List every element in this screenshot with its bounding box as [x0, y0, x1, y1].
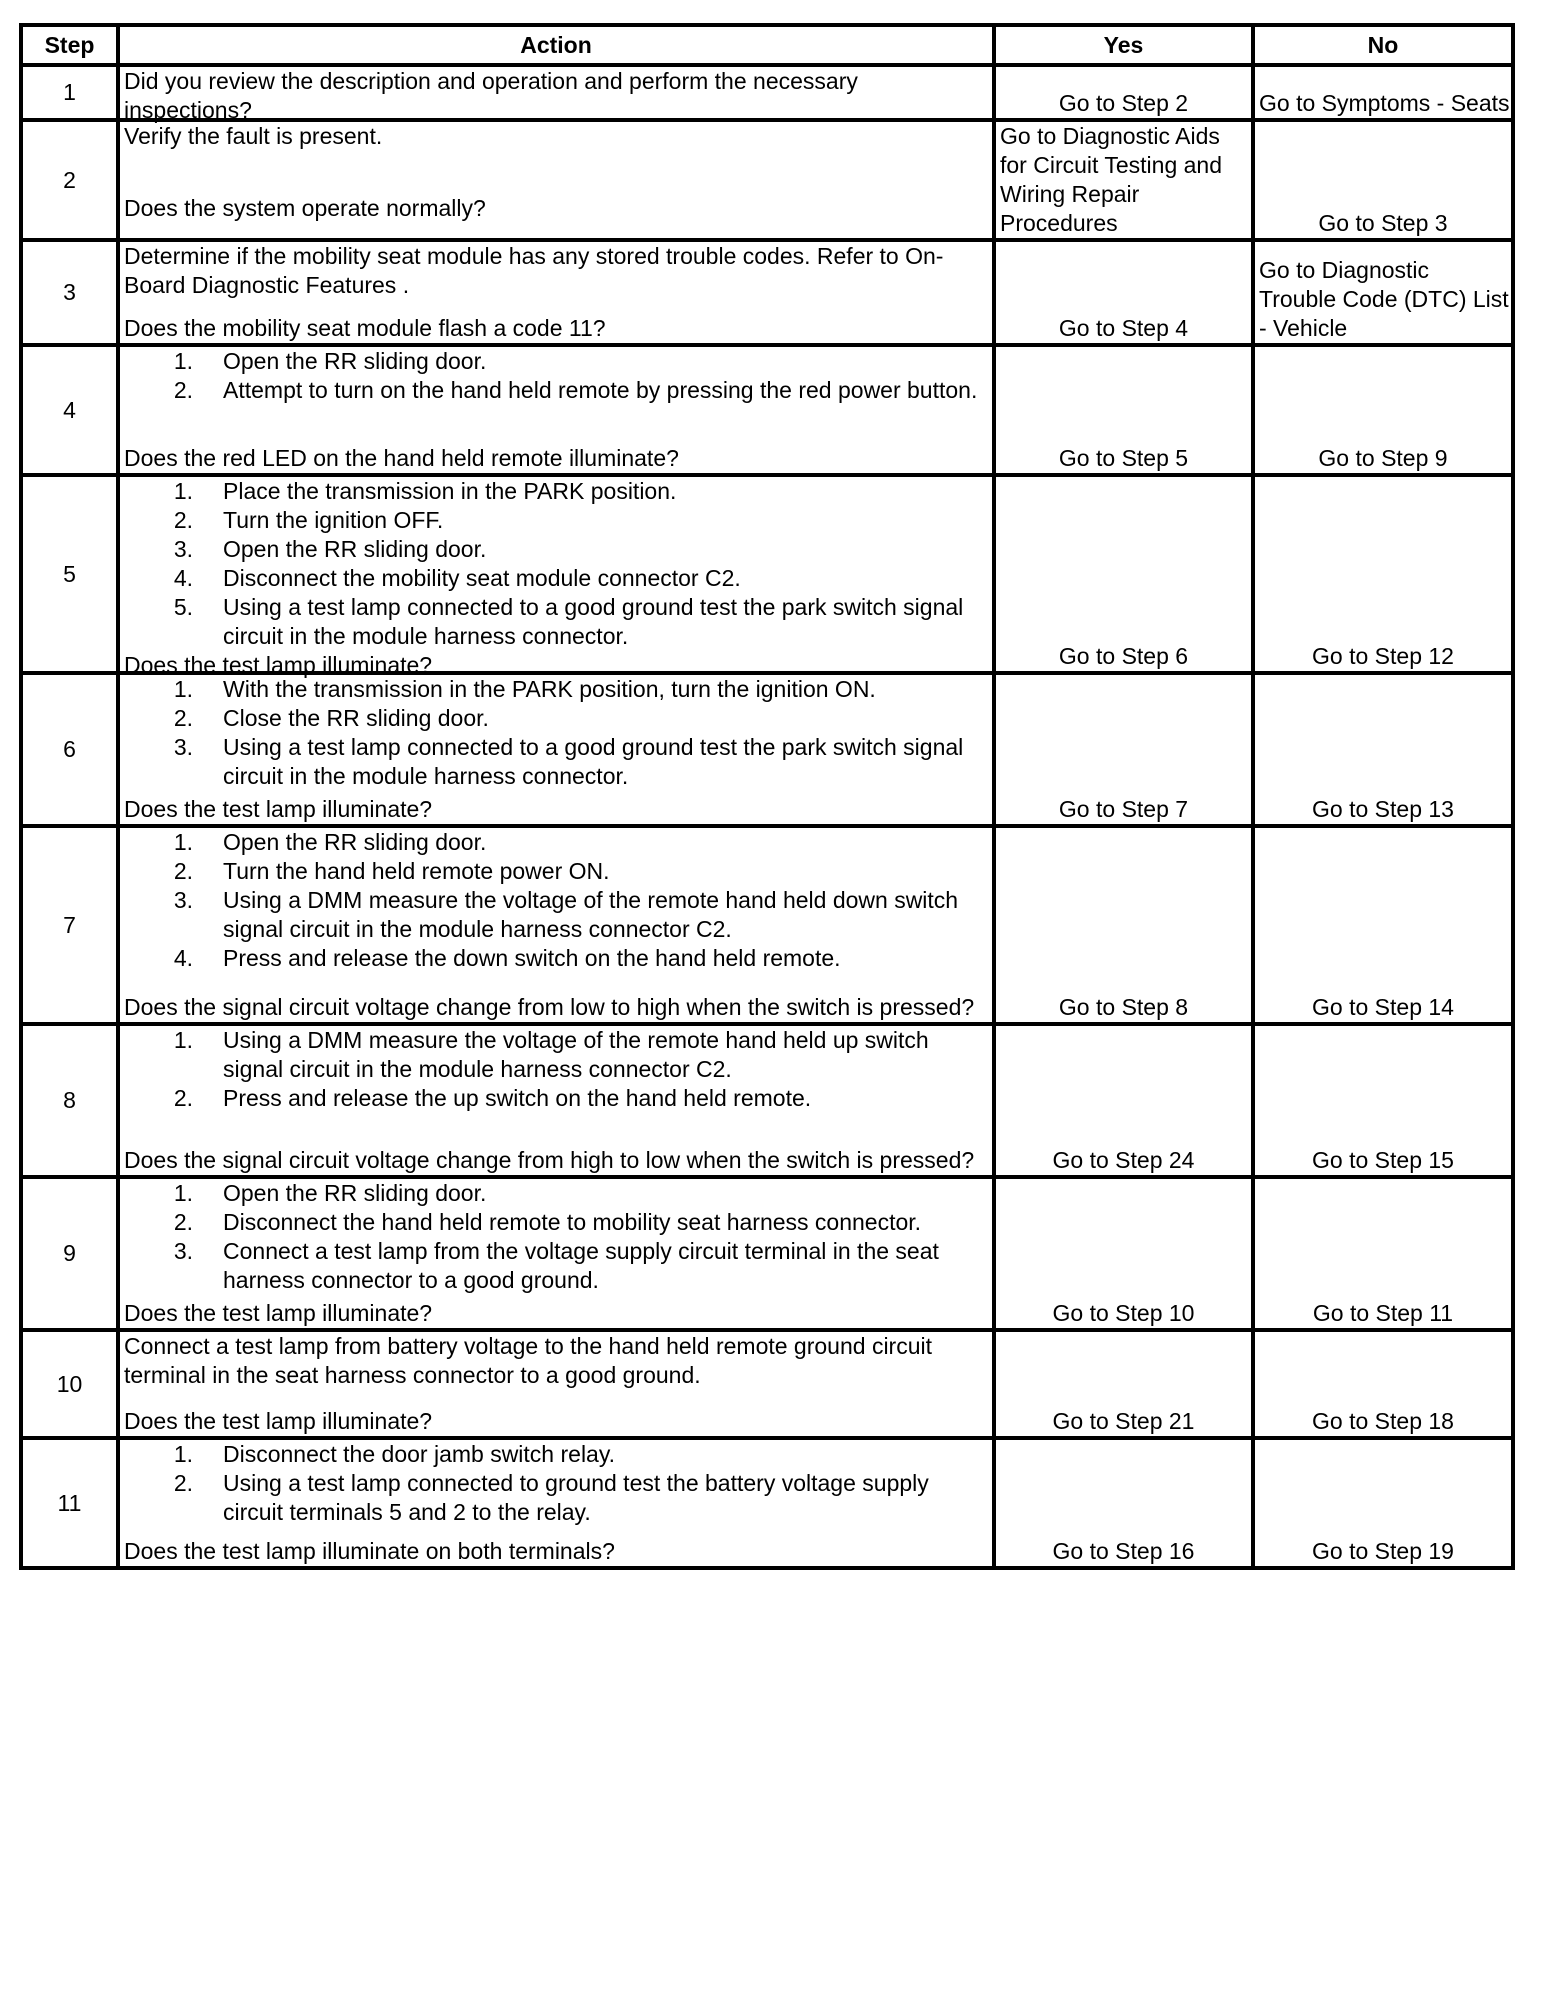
action-cell [118, 1177, 994, 1330]
diagnostic-table [19, 23, 1515, 1570]
action-question: Does the test lamp illuminate? [124, 1408, 433, 1434]
header-no: No [1253, 25, 1513, 65]
list-item-number: 4. [173, 565, 193, 591]
step-number: 10 [21, 1330, 118, 1438]
list-item-number: 1. [173, 1180, 193, 1206]
step-number: 11 [21, 1438, 118, 1568]
table-row [21, 65, 1513, 120]
action-question: Does the test lamp illuminate on both terminals? [124, 1538, 615, 1564]
list-item-text: Press and release the up switch on the hand held remote. [223, 1085, 812, 1111]
action-question: Does the test lamp illuminate? [124, 1300, 433, 1326]
table-row [21, 475, 1513, 673]
yes-result: Go to Step 16 [994, 1438, 1253, 1568]
action-cell [118, 345, 994, 475]
step-number: 2 [21, 120, 118, 240]
list-item-number: 3. [173, 734, 193, 760]
step-number: 4 [21, 345, 118, 475]
table-row [21, 240, 1513, 345]
table-row [21, 1024, 1513, 1177]
list-item-number: 2. [173, 1470, 193, 1496]
list-item-number: 3. [173, 1238, 193, 1264]
list-item-number: 5. [173, 594, 193, 620]
list-item-number: 2. [173, 377, 193, 403]
list-item [124, 828, 992, 857]
list-item-text: Turn the ignition OFF. [223, 507, 444, 533]
list-item-text: Open the RR sliding door. [223, 348, 487, 374]
yes-result: Go to Step 8 [994, 826, 1253, 1024]
list-item-text: Turn the hand held remote power ON. [223, 858, 610, 884]
yes-result: Go to Step 2 [994, 65, 1253, 120]
list-item-number: 1. [173, 1027, 193, 1053]
list-item [124, 944, 992, 973]
no-result: Go to Step 9 [1253, 345, 1513, 475]
list-item [124, 857, 992, 886]
action-cell [118, 65, 994, 123]
action-question: Does the red LED on the hand held remote illuminate? [124, 445, 679, 471]
action-cell [118, 475, 994, 678]
action-cell [118, 120, 994, 240]
list-item-text: Open the RR sliding door. [223, 536, 487, 562]
list-item-number: 3. [173, 887, 193, 913]
step-number: 5 [21, 475, 118, 673]
table-row [21, 673, 1513, 826]
header-row [21, 25, 1513, 65]
list-item [124, 593, 992, 651]
list-item [124, 535, 992, 564]
yes-result: Go to Step 24 [994, 1024, 1253, 1177]
table-row [21, 1438, 1513, 1568]
action-text: Did you review the description and operation and perform the necessary inspections? [124, 68, 858, 123]
list-item [124, 376, 992, 405]
step-number: 3 [21, 240, 118, 345]
table-row [21, 826, 1513, 1024]
list-item-text: Disconnect the door jamb switch relay. [223, 1441, 616, 1467]
step-number: 1 [21, 65, 118, 120]
list-item-text: Using a DMM measure the voltage of the remote hand held up switch signal circuit in the module harness connector C2. [223, 1027, 929, 1082]
list-item-number: 2. [173, 705, 193, 731]
action-text: Determine if the mobility seat module has any stored trouble codes. Refer to On-Board Diagnostic Features . [124, 243, 944, 298]
list-item-text: Open the RR sliding door. [223, 829, 487, 855]
procedure-list [124, 477, 992, 651]
list-item [124, 506, 992, 535]
list-item [124, 675, 992, 704]
list-item [124, 704, 992, 733]
action-cell [118, 1438, 994, 1568]
list-item-number: 3. [173, 536, 193, 562]
list-item-number: 1. [173, 478, 193, 504]
table-row [21, 1330, 1513, 1438]
action-text: Connect a test lamp from battery voltage to the hand held remote ground circuit terminal in the seat harness connector to a good ground. [124, 1333, 932, 1388]
no-result: Go to Step 3 [1253, 120, 1513, 240]
list-item [124, 1208, 992, 1237]
list-item [124, 1469, 992, 1527]
no-result: Go to Diagnostic Trouble Code (DTC) List - Vehicle [1253, 240, 1513, 345]
list-item-text: Disconnect the mobility seat module connector C2. [223, 565, 741, 591]
action-question: Does the test lamp illuminate? [124, 796, 433, 822]
step-number: 7 [21, 826, 118, 1024]
no-result: Go to Step 11 [1253, 1177, 1513, 1330]
yes-result: Go to Step 10 [994, 1177, 1253, 1330]
yes-result: Go to Diagnostic Aids for Circuit Testing and Wiring Repair Procedures [994, 120, 1253, 240]
list-item-number: 1. [173, 676, 193, 702]
list-item-text: Using a test lamp connected to a good ground test the park switch signal circuit in the module harness connector. [223, 734, 964, 789]
list-item [124, 1440, 992, 1469]
no-result: Go to Step 13 [1253, 673, 1513, 826]
list-item-text: Press and release the down switch on the hand held remote. [223, 945, 841, 971]
list-item-text: Attempt to turn on the hand held remote by pressing the red power button. [223, 377, 978, 403]
action-question: Does the mobility seat module flash a code 11? [124, 315, 606, 341]
action-text: Verify the fault is present. [124, 123, 383, 149]
no-result: Go to Step 19 [1253, 1438, 1513, 1568]
list-item-number: 2. [173, 858, 193, 884]
list-item-text: Connect a test lamp from the voltage supply circuit terminal in the seat harness connector to a good ground. [223, 1238, 939, 1293]
procedure-list [124, 1179, 992, 1295]
action-cell [118, 240, 994, 345]
list-item-number: 2. [173, 507, 193, 533]
action-cell [118, 826, 994, 1024]
list-item-number: 1. [173, 348, 193, 374]
list-item [124, 1179, 992, 1208]
header-action: Action [118, 25, 994, 65]
procedure-list [124, 675, 992, 791]
action-cell [118, 673, 994, 826]
list-item [124, 347, 992, 376]
list-item [124, 1026, 992, 1084]
action-question: Does the test lamp illuminate? [124, 652, 433, 678]
yes-result: Go to Step 21 [994, 1330, 1253, 1438]
list-item-text: With the transmission in the PARK position, turn the ignition ON. [223, 676, 876, 702]
action-question: Does the signal circuit voltage change from high to low when the switch is pressed? [124, 1147, 975, 1173]
list-item-text: Close the RR sliding door. [223, 705, 489, 731]
list-item-text: Using a test lamp connected to a good ground test the park switch signal circuit in the module harness connector. [223, 594, 964, 649]
list-item [124, 1084, 992, 1113]
list-item-number: 2. [173, 1085, 193, 1111]
action-cell [118, 1330, 994, 1438]
table-row [21, 1177, 1513, 1330]
step-number: 8 [21, 1024, 118, 1177]
no-result: Go to Symptoms - Seats [1253, 65, 1513, 120]
step-number: 6 [21, 673, 118, 826]
yes-result: Go to Step 6 [994, 475, 1253, 673]
list-item [124, 564, 992, 593]
list-item-text: Disconnect the hand held remote to mobility seat harness connector. [223, 1209, 922, 1235]
list-item [124, 477, 992, 506]
action-question: Does the system operate normally? [124, 195, 486, 221]
procedure-list [124, 347, 992, 405]
no-result: Go to Step 18 [1253, 1330, 1513, 1438]
list-item [124, 1237, 992, 1295]
step-number: 9 [21, 1177, 118, 1330]
no-result: Go to Step 12 [1253, 475, 1513, 673]
yes-result: Go to Step 4 [994, 240, 1253, 345]
procedure-list [124, 1026, 992, 1113]
procedure-list [124, 828, 992, 973]
action-question: Does the signal circuit voltage change from low to high when the switch is pressed? [124, 994, 975, 1020]
header-yes: Yes [994, 25, 1253, 65]
header-step: Step [21, 25, 118, 65]
procedure-list [124, 1440, 992, 1527]
yes-result: Go to Step 7 [994, 673, 1253, 826]
list-item [124, 886, 992, 944]
list-item-number: 1. [173, 829, 193, 855]
action-cell [118, 1024, 994, 1177]
table-row [21, 345, 1513, 475]
list-item-number: 4. [173, 945, 193, 971]
list-item-text: Open the RR sliding door. [223, 1180, 487, 1206]
no-result: Go to Step 15 [1253, 1024, 1513, 1177]
list-item-number: 2. [173, 1209, 193, 1235]
no-result: Go to Step 14 [1253, 826, 1513, 1024]
list-item-text: Using a DMM measure the voltage of the remote hand held down switch signal circuit in the module harness connector C2. [223, 887, 959, 942]
list-item-text: Using a test lamp connected to ground test the battery voltage supply circuit terminals 5 and 2 to the relay. [223, 1470, 929, 1525]
list-item-text: Place the transmission in the PARK position. [223, 478, 677, 504]
table-row [21, 120, 1513, 240]
list-item [124, 733, 992, 791]
yes-result: Go to Step 5 [994, 345, 1253, 475]
list-item-number: 1. [173, 1441, 193, 1467]
